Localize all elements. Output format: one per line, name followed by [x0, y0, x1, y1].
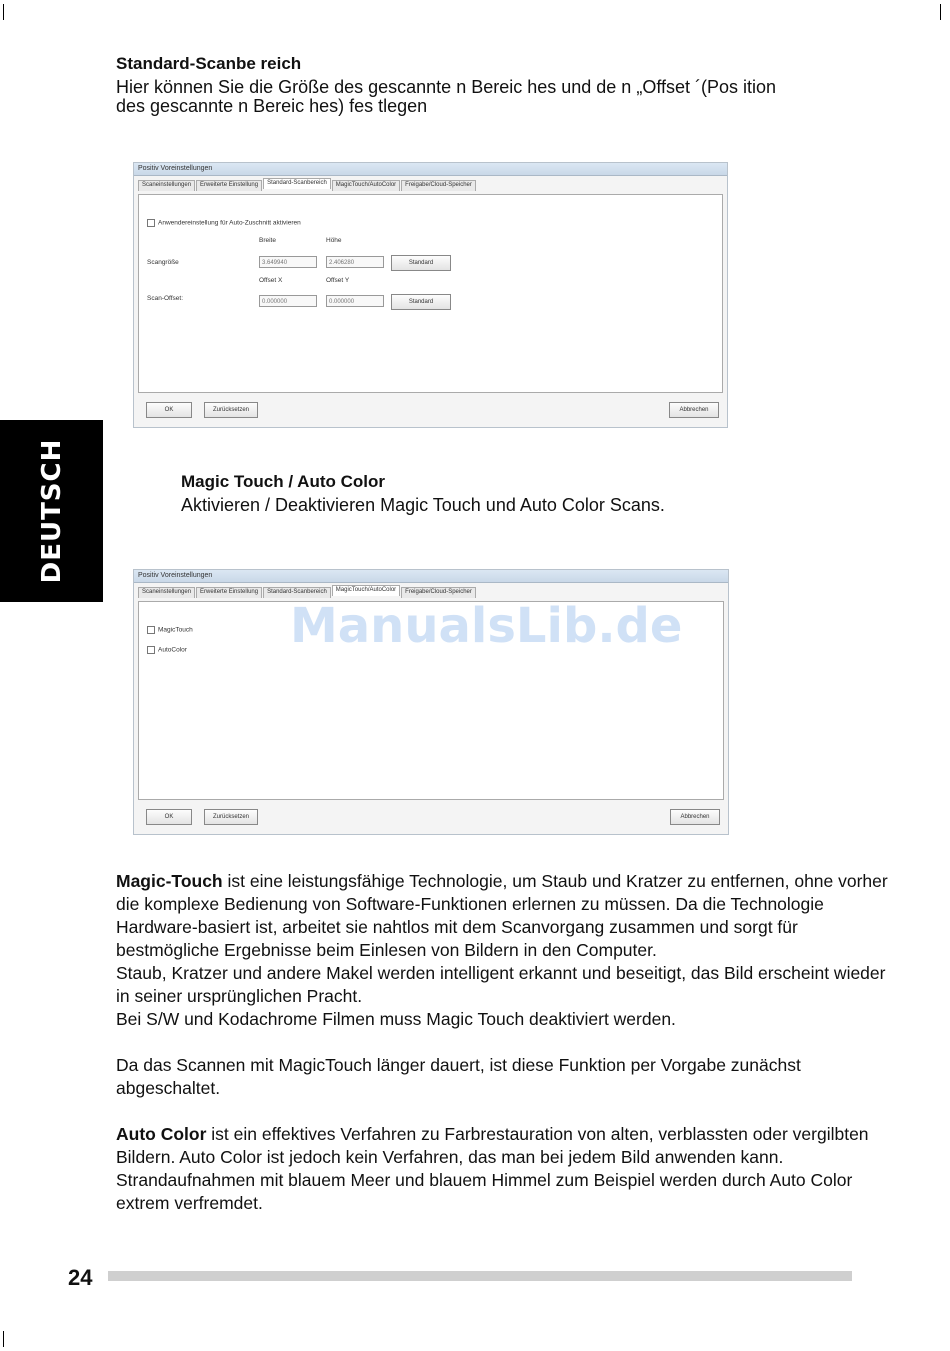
language-side-tab	[0, 420, 103, 602]
tab-advanced-settings[interactable]: Erweiterte Einstellung	[196, 180, 262, 191]
tab-scan-settings[interactable]: Scaneinstellungen	[138, 587, 195, 598]
offset-y-field[interactable]: 0.000000	[326, 295, 384, 307]
scan-size-height-field[interactable]: 2.406280	[326, 256, 384, 268]
ok-button[interactable]: OK	[146, 402, 192, 418]
magic-touch-lead: Magic-Touch	[116, 871, 223, 891]
auto-color-lead: Auto Color	[116, 1124, 207, 1144]
checkbox-box	[147, 219, 155, 227]
tab-share-cloud[interactable]: Freigabe/Cloud-Speicher	[401, 587, 476, 598]
page-number: 24	[68, 1265, 93, 1290]
paragraph-magic-touch	[116, 870, 888, 962]
crop-mark-bottom-left	[3, 1331, 4, 1347]
paragraph-default-off: Da das Scannen mit MagicTouch länger dauert, ist diese Funktion per Vorgabe zunächst abgeschaltet.	[116, 1055, 801, 1098]
section-text-scan-area-line-1: Hier können Sie die Größe des gescannte n Bereic hes und de n „Offset ´(Pos ition	[116, 77, 777, 97]
dialog-title: Positiv Voreinstellungen	[134, 163, 727, 176]
tab-standard-scan-area[interactable]: Standard-Scanbereich	[263, 587, 331, 598]
column-width-label: Breite	[259, 237, 276, 244]
section-heading-magic-touch: Magic Touch / Auto Color	[181, 472, 385, 491]
autocolor-checkbox[interactable]	[147, 646, 187, 654]
column-height-label: Höhe	[326, 237, 342, 244]
offset-x-field[interactable]: 0.000000	[259, 295, 317, 307]
checkbox-box	[147, 646, 155, 654]
language-label: DEUTSCH	[36, 438, 67, 584]
page-footer-bar	[108, 1271, 852, 1281]
auto-crop-checkbox[interactable]	[147, 219, 301, 227]
magictouch-checkbox-label: MagicTouch	[158, 626, 193, 634]
section-heading-scan-area: Standard-Scanbe reich	[116, 54, 302, 73]
section-text-scan-area-line-2: des gescannte n Bereic hes) fes tlegen	[116, 96, 428, 116]
dialog-panel	[138, 194, 723, 393]
watermark: ManualsLib.de	[290, 598, 683, 654]
magic-touch-text: ist eine leistungsfähige Technologie, um Staub und Kratzer zu entfernen, ohne vorher die komplexe Bedienung von Software-Funktionen erlernen zu müssen. Da die Technologie Hardware-basiert ist, arbeitet sie nahtlos mit dem Scanvorgang zusammen und sorgt für bestmögliche Ergebnisse beim Einlesen von Bildern in den Computer.	[116, 871, 888, 960]
reset-button[interactable]: Zurücksetzen	[204, 402, 258, 418]
auto-crop-checkbox-label: Anwendereinstellung für Auto-Zuschnitt aktivieren	[158, 219, 301, 227]
dialog-footer	[134, 393, 727, 427]
tab-scan-settings[interactable]: Scaneinstellungen	[138, 180, 195, 191]
crop-mark-top-left	[3, 4, 4, 20]
reset-button[interactable]: Zurücksetzen	[204, 809, 258, 825]
section-text-magic-touch: Aktivieren / Deaktivieren Magic Touch und Auto Color Scans.	[181, 495, 665, 515]
scan-size-standard-button[interactable]: Standard	[391, 255, 451, 271]
dialog-title: Positiv Voreinstellungen	[134, 570, 728, 583]
checkbox-box	[147, 626, 155, 634]
tab-standard-scan-area[interactable]: Standard-Scanbereich	[263, 178, 331, 189]
cancel-button[interactable]: Abbrechen	[669, 402, 719, 418]
autocolor-checkbox-label: AutoColor	[158, 646, 187, 654]
offset-y-label: Offset Y	[326, 277, 350, 284]
cancel-button[interactable]: Abbrechen	[670, 809, 720, 825]
paragraph-kodachrome: Bei S/W und Kodachrome Filmen muss Magic Touch deaktiviert werden.	[116, 1009, 676, 1029]
tab-magictouch-autocolor[interactable]: MagicTouch/AutoColor	[332, 585, 400, 596]
tab-share-cloud[interactable]: Freigabe/Cloud-Speicher	[401, 180, 476, 191]
offset-standard-button[interactable]: Standard	[391, 294, 451, 310]
tab-magictouch-autocolor[interactable]: MagicTouch/AutoColor	[332, 180, 400, 191]
paragraph-auto-color	[116, 1123, 888, 1215]
ok-button[interactable]: OK	[146, 809, 192, 825]
dialog-standard-scan-area	[133, 162, 728, 428]
dialog-tabs	[138, 587, 477, 598]
auto-color-text: ist ein effektives Verfahren zu Farbrestauration von alten, verblassten oder vergilbten Bildern. Auto Color ist jedoch kein Verfahren, das man bei jedem Bild anwenden kann. Strandaufnahmen mit blauem Meer und blauem Himmel zum Beispiel werden durch Auto Color extrem verfremdet.	[116, 1124, 869, 1213]
paragraph-dust-scratches: Staub, Kratzer und andere Makel werden intelligent erkannt und beseitigt, das Bild erscheint wieder in seiner ursprünglichen Pracht.	[116, 963, 886, 1006]
magictouch-checkbox[interactable]	[147, 626, 193, 634]
scan-offset-label: Scan-Offset:	[147, 295, 184, 302]
dialog-tabs	[138, 180, 477, 191]
crop-mark-top-right	[940, 4, 941, 20]
tab-advanced-settings[interactable]: Erweiterte Einstellung	[196, 587, 262, 598]
offset-x-label: Offset X	[259, 277, 283, 284]
scan-size-label: Scangröße	[147, 259, 179, 266]
dialog-footer	[134, 800, 728, 834]
scan-size-width-field[interactable]: 3.649940	[259, 256, 317, 268]
body-text	[116, 870, 888, 1215]
